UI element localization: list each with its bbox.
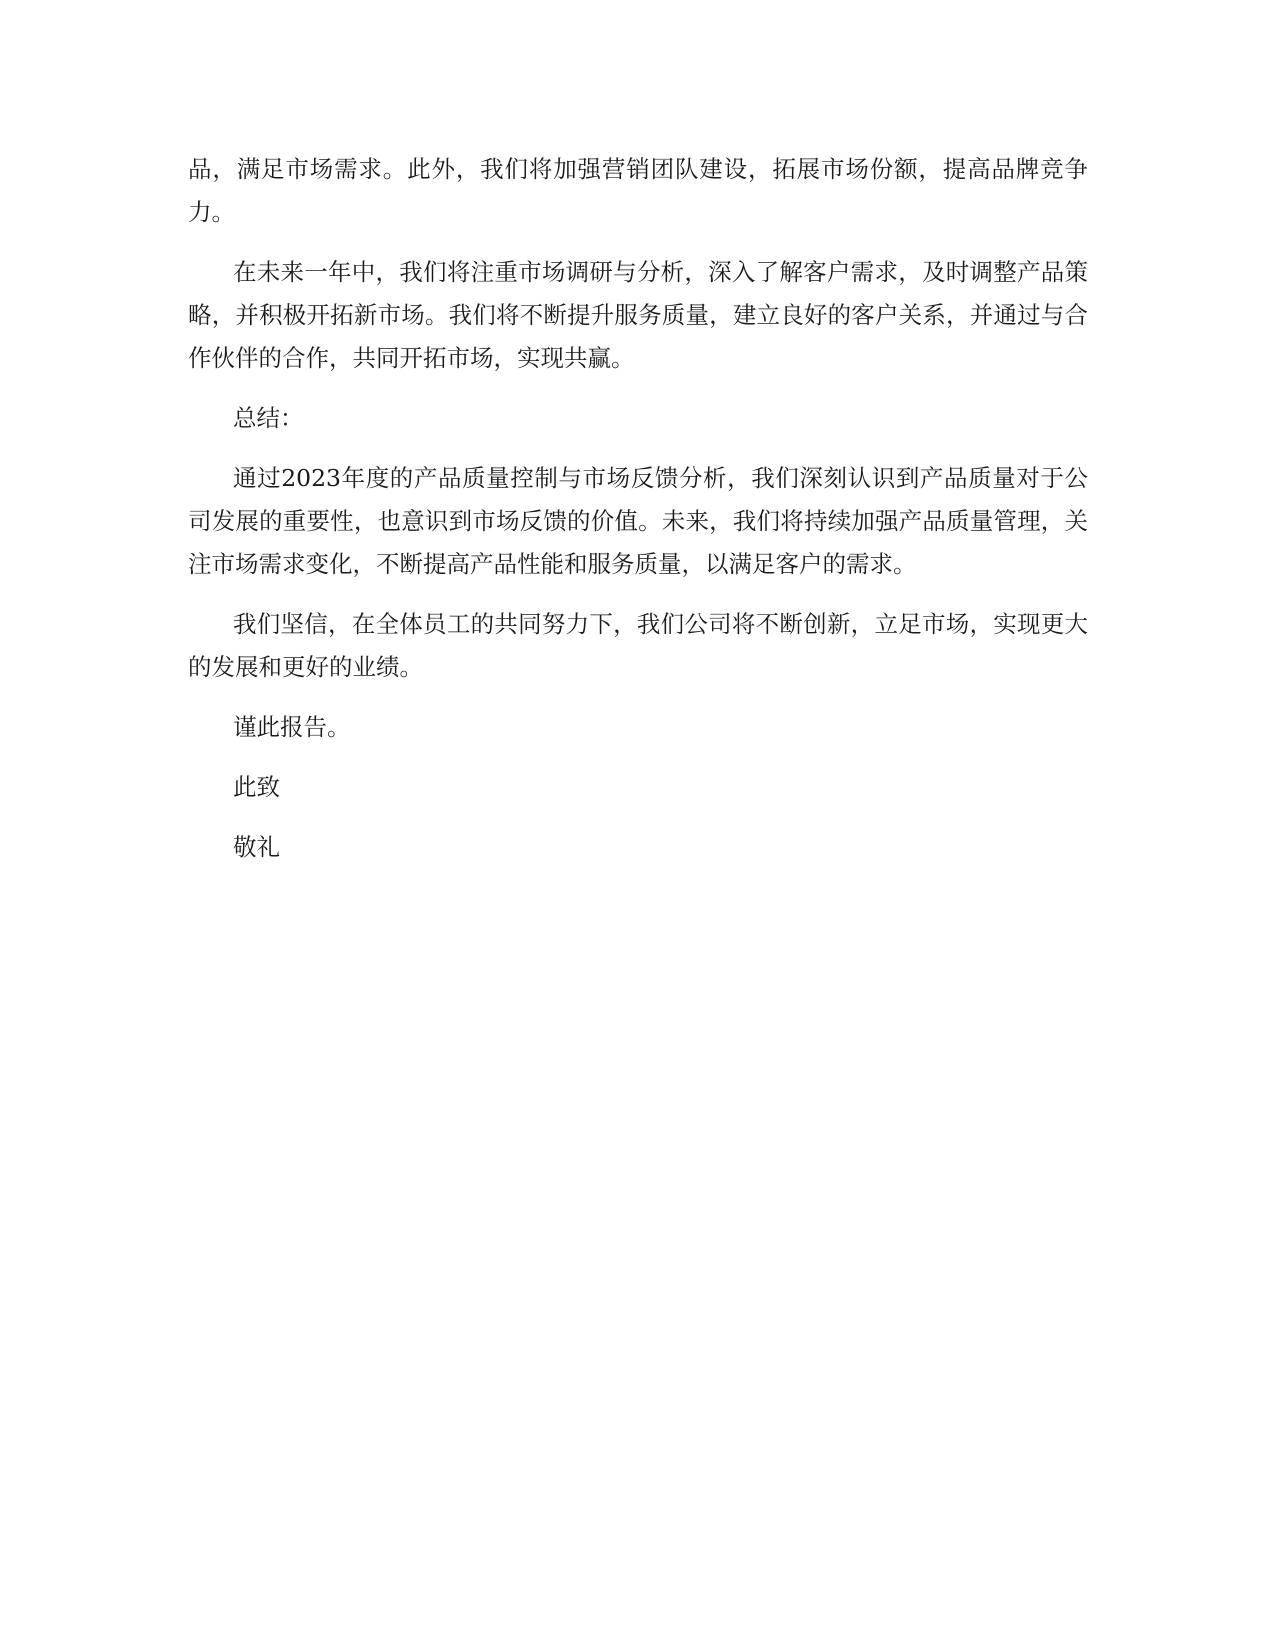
document-body: [188, 148, 1088, 886]
paragraph-belief: 我们坚信，在全体员工的共同努力下，我们公司将不断创新，立足市场，实现更大的发展和更好的业绩。: [188, 610, 1088, 681]
salutation-line-1: 此致: [233, 773, 280, 801]
paragraph-continued: 品，满足市场需求。此外，我们将加强营销团队建设，拓展市场份额，提高品牌竞争力。: [188, 155, 1088, 226]
summary-heading: 总结：: [233, 404, 304, 432]
paragraph-future-plan: 在未来一年中，我们将注重市场调研与分析，深入了解客户需求，及时调整产品策略，并积极开拓新市场。我们将不断提升服务质量，建立良好的客户关系，并通过与合作伙伴的合作，共同开拓市场，实现共赢。: [188, 258, 1088, 372]
paragraph-summary: 通过2023年度的产品质量控制与市场反馈分析，我们深刻认识到产品质量对于公司发展的重要性，也意识到市场反馈的价值。未来，我们将持续加强产品质量管理，关注市场需求变化，不断提高产品性能和服务质量，以满足客户的需求。: [188, 464, 1088, 578]
report-closing: 谨此报告。: [233, 713, 351, 741]
salutation-line-2: 敬礼: [233, 833, 280, 861]
